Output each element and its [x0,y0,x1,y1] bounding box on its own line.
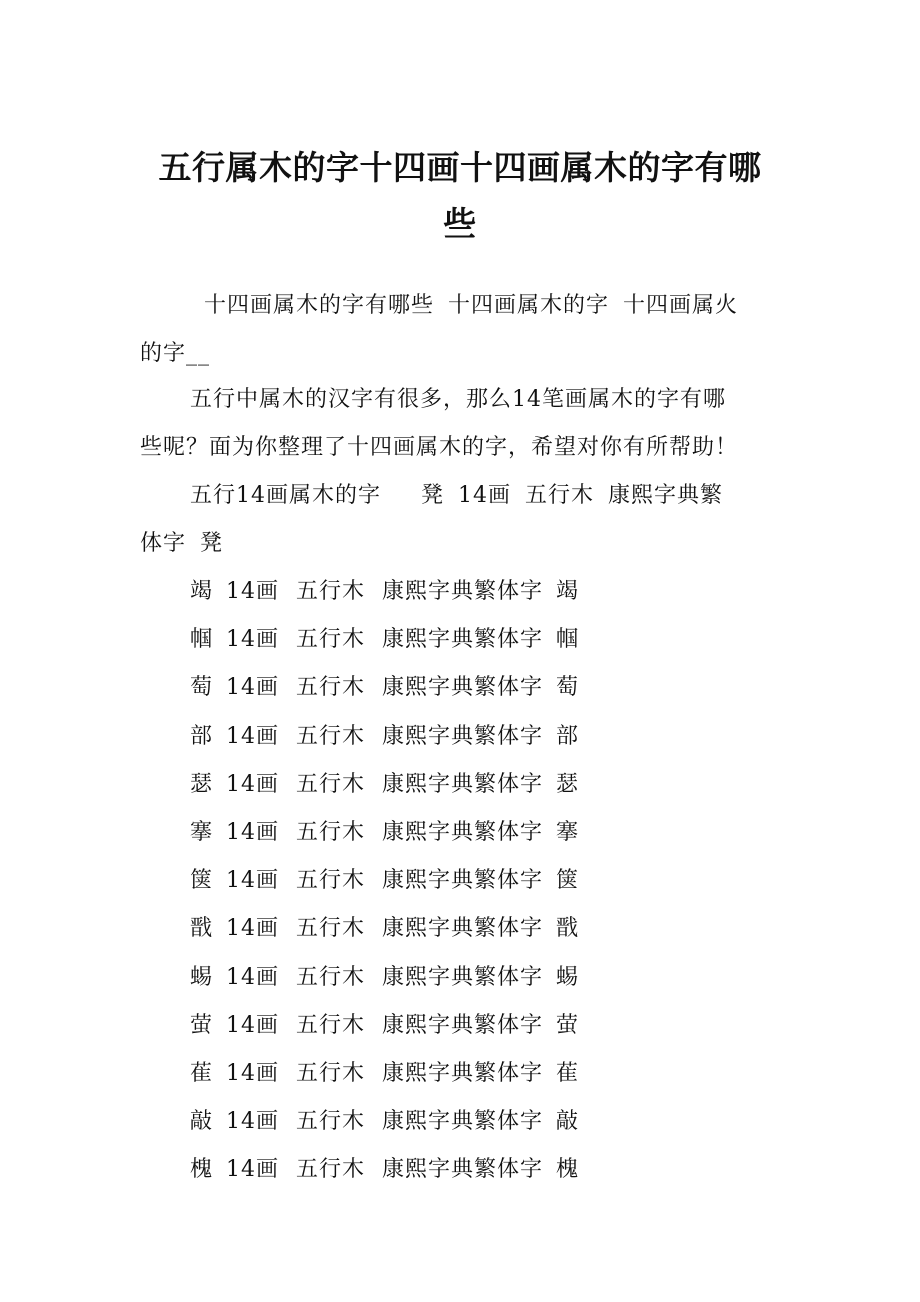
entry-dict: 康熙字典繁体字 [382,819,544,845]
entry-strokes: 14画 [226,868,279,894]
entry-strokes: 14画 [226,964,279,990]
title-line-2: 些 [443,204,477,243]
body-line-2: 些呢？面为你整理了十四画属木的字，希望对你有所帮助！ [140,435,739,460]
list-item [190,664,750,712]
entry-trad: 帼 [556,627,580,653]
list-item [190,857,750,905]
entry-dict: 康熙字典繁体字 [382,771,544,797]
entry-element: 五行木 [296,675,366,701]
entry-trad: 萤 [556,1012,580,1038]
entry-strokes: 14画 [226,1060,279,1086]
entry-trad: 槐 [556,1157,580,1183]
entry-char: 瑟 [190,771,214,797]
list-item [190,1146,750,1194]
entry-char: 敲 [190,1109,214,1135]
entry-strokes: 14画 [226,1157,279,1183]
entry-trad: 蜴 [556,964,580,990]
first-entry-char: 凳 [421,483,445,508]
entry-strokes: 14画 [226,1109,279,1135]
entry-dict: 康熙字典繁体字 [382,964,544,990]
heading-part-a: 十四画属木的字有哪些 [204,293,435,318]
entry-strokes: 14画 [226,916,279,942]
entry-dict: 康熙字典繁体字 [382,1012,544,1038]
entry-strokes: 14画 [226,675,279,701]
entry-dict: 康熙字典繁体字 [382,627,544,653]
list-item [190,1098,750,1146]
list-item [190,809,750,857]
first-entry-strokes: 14画 [458,483,512,508]
entry-dict: 康熙字典繁体字 [382,579,544,604]
entry-dict: 康熙字典繁体字 [382,916,544,942]
first-entry-trad: 凳 [200,531,224,556]
list-item [190,1050,750,1098]
entry-char: 萤 [190,1012,214,1038]
list-item [190,954,750,1002]
entry-strokes: 14画 [226,723,279,749]
heading-part-c: 十四画属火 [623,293,739,318]
body-line-1: 五行中属木的汉字有很多，那么14笔画属木的字有哪 [190,387,726,412]
entry-dict: 康熙字典繁体字 [382,723,544,749]
page-title [140,140,780,252]
intro-body-paragraph [140,376,780,472]
entry-dict: 康熙字典繁体字 [382,1060,544,1086]
entry-strokes: 14画 [226,771,279,797]
entry-element: 五行木 [296,627,366,653]
entry-element: 五行木 [296,868,366,894]
entry-trad: 箧 [556,868,580,894]
list-item [190,905,750,953]
heading-part-d: 的字__ [140,341,211,366]
heading-part-b: 十四画属木的字 [448,293,610,318]
entry-trad: 竭 [556,579,580,604]
entry-trad: 萄 [556,675,580,701]
entry-strokes: 14画 [226,819,279,845]
entry-strokes: 14画 [226,579,279,604]
entry-dict: 康熙字典繁体字 [382,1157,544,1183]
character-list [190,568,750,1194]
list-item [190,713,750,761]
title-line-1: 五行属木的字十四画十四画属木的字有哪 [158,148,762,187]
entry-strokes: 14画 [226,1012,279,1038]
list-item [190,761,750,809]
entry-char: 槐 [190,1157,214,1183]
entry-char: 戬 [190,916,214,942]
entry-char: 箧 [190,868,214,894]
entry-element: 五行木 [296,964,366,990]
entry-element: 五行木 [296,579,366,604]
entry-char: 蜴 [190,964,214,990]
list-heading-paragraph [140,472,780,568]
entry-char: 萄 [190,675,214,701]
entry-element: 五行木 [296,819,366,845]
entry-char: 搴 [190,819,214,845]
entry-char: 帼 [190,627,214,653]
first-entry-dict-label-cont: 体字 [140,531,187,556]
entry-element: 五行木 [296,916,366,942]
intro-heading-paragraph [140,282,780,378]
entry-char: 竭 [190,579,214,604]
entry-element: 五行木 [296,723,366,749]
entry-char: 萑 [190,1060,214,1086]
entry-trad: 瑟 [556,771,580,797]
entry-dict: 康熙字典繁体字 [382,1109,544,1135]
entry-trad: 搴 [556,819,580,845]
list-heading: 五行14画属木的字 [190,483,381,508]
entry-trad: 部 [556,723,580,749]
entry-trad: 戬 [556,916,580,942]
first-entry-element: 五行木 [525,483,595,508]
entry-element: 五行木 [296,1060,366,1086]
list-item [190,616,750,664]
list-item [190,1002,750,1050]
first-entry-dict-label: 康熙字典繁 [608,483,724,508]
entry-element: 五行木 [296,1012,366,1038]
entry-element: 五行木 [296,771,366,797]
entry-trad: 萑 [556,1060,580,1086]
entry-element: 五行木 [296,1109,366,1135]
entry-trad: 敲 [556,1109,580,1135]
entry-char: 部 [190,723,214,749]
entry-strokes: 14画 [226,627,279,653]
entry-dict: 康熙字典繁体字 [382,675,544,701]
list-item [190,568,750,616]
entry-element: 五行木 [296,1157,366,1183]
entry-dict: 康熙字典繁体字 [382,868,544,894]
